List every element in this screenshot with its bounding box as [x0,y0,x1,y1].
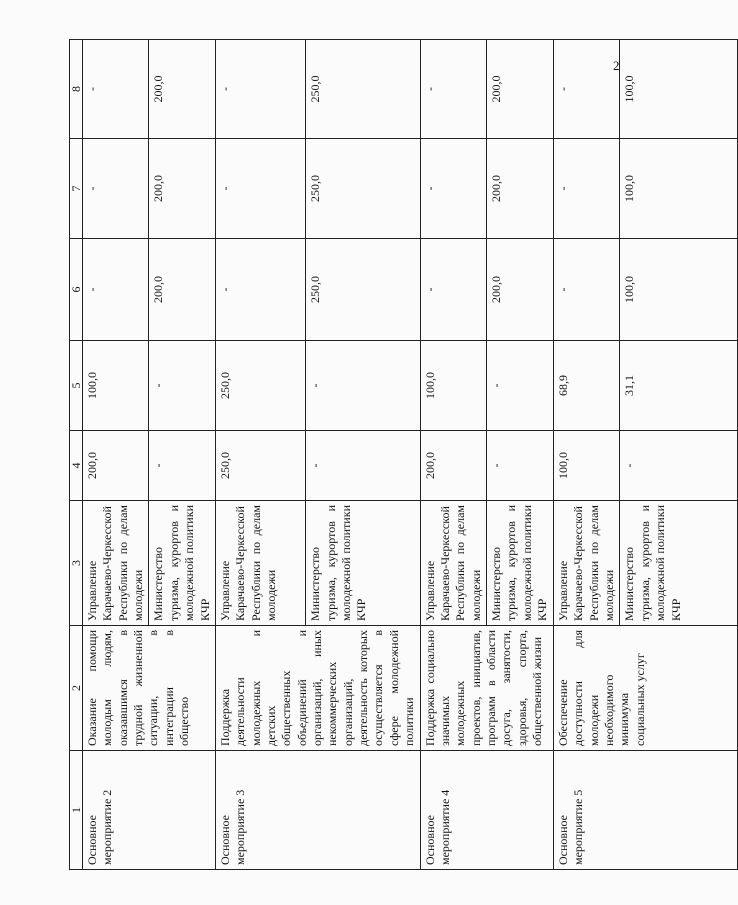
header-cell: 6 [70,239,83,341]
table-row [215,40,305,870]
value-cell: - [306,431,420,501]
header-cell: 3 [70,501,83,626]
event-label: Основное мероприятие 5 [553,751,737,870]
responsible-org: Министерство туризма, курортов и молодежной политики КЧР [306,501,420,626]
value-cell: 250,0 [306,40,420,139]
value-cell: 250,0 [215,431,305,501]
header-cell: 8 [70,40,83,139]
event-label: Основное мероприятие 4 [420,751,553,870]
value-cell: - [306,341,420,431]
value-cell: - [420,40,486,139]
value-cell: - [215,239,305,341]
value-cell: 31,1 [620,341,738,431]
value-cell: 100,0 [420,341,486,431]
responsible-org: Министерство туризма, курортов и молодежной политики КЧР [486,501,553,626]
header-cell: 4 [70,431,83,501]
value-cell: - [149,341,215,431]
value-cell: 100,0 [620,40,738,139]
responsible-org: Управление Карачаево-Черкесской Республики по делам молодежи [215,501,305,626]
value-cell: - [83,239,149,341]
value-cell: - [420,239,486,341]
event-label: Основное мероприятие 3 [215,751,420,870]
responsible-org: Управление Карачаево-Черкесской Республики по делам молодежи [553,501,619,626]
value-cell: 200,0 [486,139,553,239]
value-cell: 250,0 [306,139,420,239]
header-cell: 2 [70,626,83,751]
event-description: Обеспечение доступности для молодежи необходимого минимума социальных услуг [553,626,737,751]
value-cell: - [486,431,553,501]
value-cell: 200,0 [149,40,215,139]
value-cell: - [215,139,305,239]
value-cell: 250,0 [215,341,305,431]
event-label: Основное мероприятие 2 [83,751,216,870]
value-cell: - [420,139,486,239]
page-number: 2 [613,58,620,73]
value-cell: - [83,40,149,139]
value-cell: - [620,431,738,501]
value-cell: 200,0 [486,40,553,139]
header-cell: 5 [70,341,83,431]
value-cell: - [553,40,619,139]
value-cell: 68,9 [553,341,619,431]
value-cell: 200,0 [149,139,215,239]
value-cell: - [149,431,215,501]
value-cell: - [486,341,553,431]
program-table [69,39,738,870]
value-cell: 100,0 [620,239,738,341]
table-header-row [70,40,83,870]
value-cell: 100,0 [553,431,619,501]
responsible-org: Министерство туризма, курортов и молодежной политики КЧР [620,501,738,626]
value-cell: 100,0 [83,341,149,431]
responsible-org: Министерство туризма, курортов и молодежной политики КЧР [149,501,215,626]
value-cell: 200,0 [149,239,215,341]
value-cell: 100,0 [620,139,738,239]
table-row [420,40,486,870]
header-cell: 7 [70,139,83,239]
responsible-org: Управление Карачаево-Черкесской Республики по делам молодежи [420,501,486,626]
value-cell: - [553,139,619,239]
event-description: Поддержка деятельности молодежных и детских общественных объединений и организаций, иных некоммерческих организаций, деятельность которых осуществляется в сфере молодежной политики [215,626,420,751]
event-description: Оказание помощи молодым людям, оказавшимся в трудной жизненной ситуации, в интеграции в общество [83,626,216,751]
value-cell: - [553,239,619,341]
value-cell: - [83,139,149,239]
value-cell: 200,0 [486,239,553,341]
value-cell: 200,0 [83,431,149,501]
value-cell: - [215,40,305,139]
header-cell: 1 [70,751,83,870]
value-cell: 250,0 [306,239,420,341]
table-row [83,40,149,870]
event-description: Поддержка социально значимых молодежных проектов, инициатив, программ в области досуга, занятости, здоровья, спорта, общественной жизни [420,626,553,751]
table-row [553,40,619,870]
responsible-org: Управление Карачаево-Черкесской Республики по делам молодежи [83,501,149,626]
value-cell: 200,0 [420,431,486,501]
